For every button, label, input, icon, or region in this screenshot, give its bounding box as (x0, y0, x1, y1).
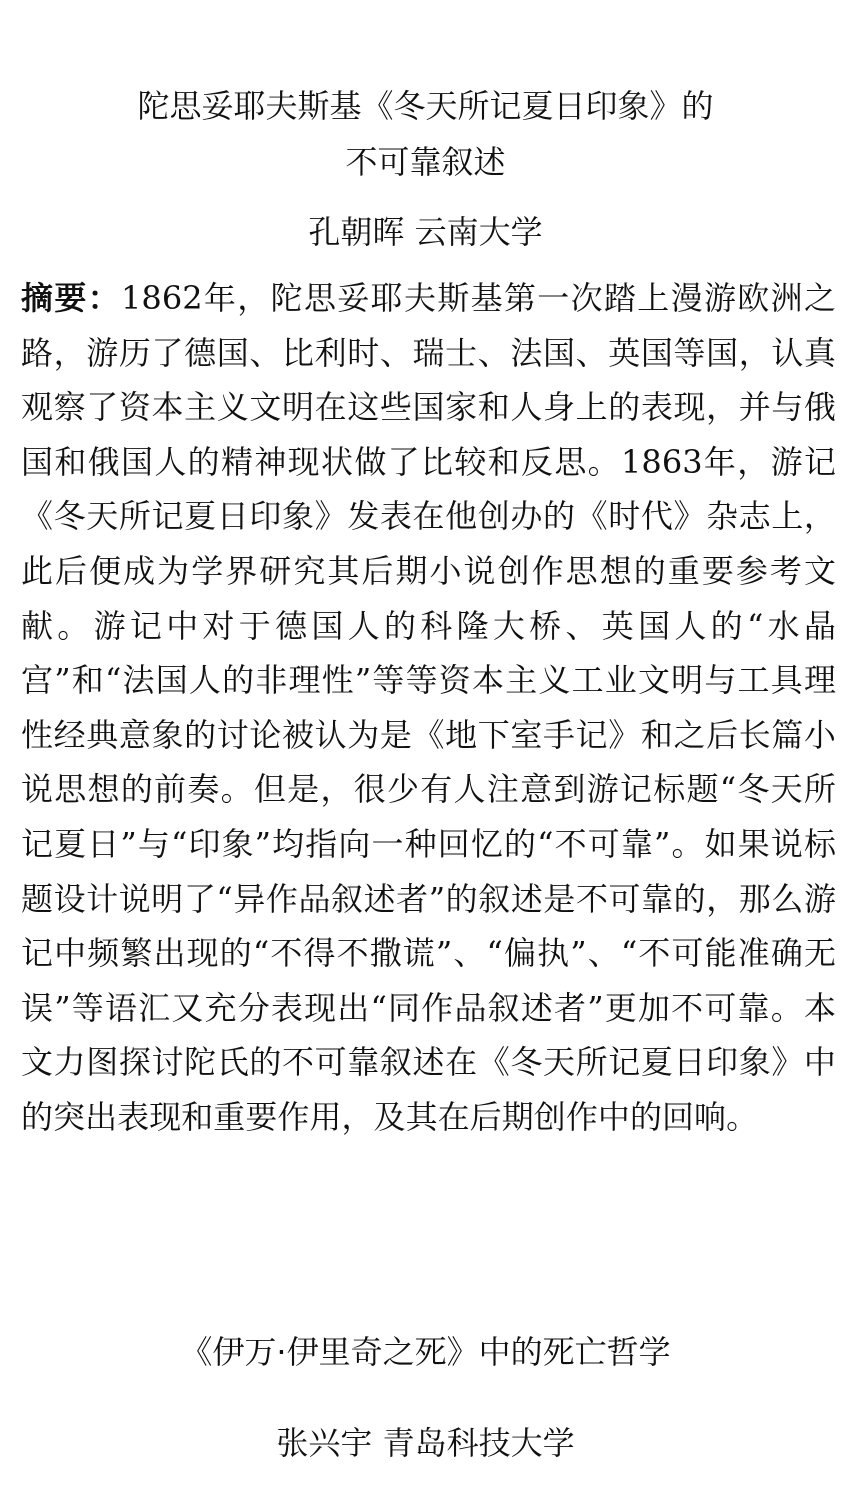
next-article-title: 《伊万·伊里奇之死》中的死亡哲学 (180, 1333, 671, 1371)
article-title-line-2: 不可靠叙述 (345, 143, 506, 181)
article-author: 孔朝晖 云南大学 (308, 213, 543, 251)
article-title (0, 78, 851, 190)
next-article-author: 张兴宇 青岛科技大学 (276, 1424, 575, 1462)
article-title-line-1: 陀思妥耶夫斯基《冬天所记夏日印象》的 (137, 87, 714, 125)
abstract-text: 1862年，陀思妥耶夫斯基第一次踏上漫游欧洲之路，游历了德国、比利时、瑞士、法国、英国等国，认真观察了资本主义文明在这些国家和人身上的表现，并与俄国和俄国人的精神现状做了比较和反思。1863年，游记《冬天所记夏日印象》发表在他创办的《时代》杂志上，此后便成为学界研究其后期小说创作思想的重要参考文献。游记中对于德国人的科隆大桥、英国人的“水晶宫”和“法国人的非理性”等等资本主义工业文明与工具理性经典意象的讨论被认为是《地下室手记》和之后长篇小说思想的前奏。但是，很少有人注意到游记标题“冬天所记夏日”与“印象”均指向一种回忆的“不可靠”。如果说标题设计说明了“异作品叙述者”的叙述是不可靠的，那么游记中频繁出现的“不得不撒谎”、“偏执”、“不可能准确无误”等语汇又充分表现出“同作品叙述者”更加不可靠。本文力图探讨陀氏的不可靠叙述在《冬天所记夏日印象》中的突出表现和重要作用，及其在后期创作中的回响。 (21, 279, 837, 1136)
abstract-paragraph (21, 271, 836, 1145)
abstract-label: 摘要： (21, 279, 122, 317)
